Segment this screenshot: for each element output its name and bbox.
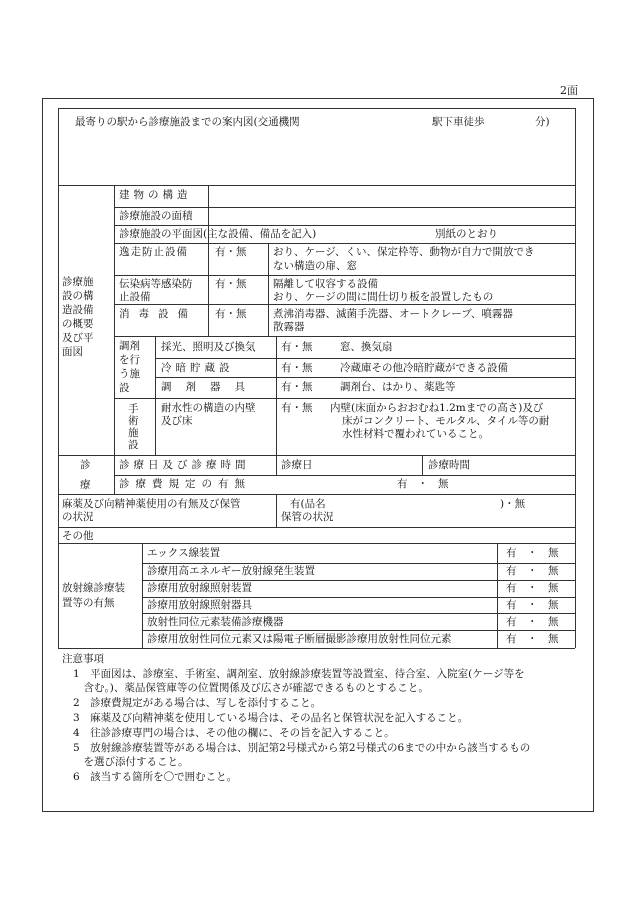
route-station: 駅下車徒歩	[432, 116, 485, 128]
route-minutes: 分)	[535, 116, 550, 128]
note-line: 5 放射線診療装置等がある場合は、別記第2号様式から第2号様式の6までの中から該当するもの	[73, 742, 531, 754]
cold-yn: 有・無	[281, 362, 313, 374]
structure-label: 建物の構造	[119, 189, 192, 201]
wall-desc-3: 水性材料で覆われていること。	[342, 428, 489, 440]
radiation-item: 診療用高エネルギー放射線発生装置	[147, 565, 315, 577]
facility-section-label: 診療施 設の構 造設備 の概要 及び平 面図	[62, 276, 94, 358]
cold-desc: 冷蔵庫その他冷暗貯蔵ができる設備	[340, 362, 508, 374]
cold-label: 冷暗貯蔵設	[161, 362, 234, 374]
escape-desc-1: おり、ケージ、くい、保定枠等、動物が自力で開放でき	[273, 246, 535, 258]
tools-desc: 調剤台、はかり、薬匙等	[340, 381, 456, 393]
radiation-label-2: 置等の有無	[62, 597, 115, 609]
radiation-item-yn: 有 ・ 無	[506, 565, 559, 577]
radiation-item: 診療用放射線照射器具	[147, 599, 252, 611]
radiation-item: エックス線装置	[147, 547, 221, 559]
disinfect-desc-1: 煮沸消毒器、滅菌手洗器、オートクレーブ、噴霧器	[273, 308, 513, 320]
practice-label-1: 診	[80, 459, 91, 471]
surgery-label: 手 術 施 設	[128, 403, 139, 451]
escape-desc-2: ない構造の扉、窓	[273, 260, 357, 272]
days-value: 診療日	[281, 459, 313, 471]
note-line: 4 往診診療専門の場合は、その他の欄に、その旨を記入すること。	[73, 727, 395, 739]
infection-yn: 有・無	[215, 278, 247, 290]
radiation-item-yn: 有 ・ 無	[506, 633, 559, 645]
page-number: 2面	[560, 84, 578, 97]
disinfect-yn: 有・無	[215, 308, 247, 320]
days-label: 診療日及び診療時間	[119, 459, 250, 471]
narcotics-close: )・無	[500, 498, 526, 510]
note-line: 1 平面図は、診療室、手術室、調剤室、放射線診療装置等設置室、待合室、入院室(ケージ等を	[73, 668, 525, 680]
route-label: 最寄りの駅から診療施設までの案内図(交通機関	[75, 116, 300, 128]
disinfect-desc-2: 散霧器	[273, 321, 305, 333]
area-label: 診療施設の面積	[119, 210, 193, 222]
tools-label: 調剤器具	[161, 381, 259, 393]
note-line: を選び添付すること。	[73, 756, 189, 768]
lighting-label: 採光、照明及び換気	[161, 341, 256, 353]
escape-label: 逸走防止設備	[119, 246, 188, 258]
plan-value: 別紙のとおり	[435, 228, 498, 240]
radiation-item-yn: 有 ・ 無	[506, 582, 559, 594]
escape-yn: 有・無	[215, 246, 247, 258]
tools-yn: 有・無	[281, 381, 313, 393]
infection-label-1: 伝染病等感染防	[119, 278, 193, 290]
narcotics-value-1: 有(品名	[290, 498, 326, 510]
note-line: 6 該当する箇所を〇で囲むこと。	[73, 771, 238, 783]
radiation-item: 放射性同位元素装備診療機器	[147, 616, 284, 628]
narcotics-label-2: の状況	[62, 511, 94, 523]
wall-label-2: 及び床	[161, 415, 193, 427]
lighting-yn: 有・無	[281, 341, 313, 353]
radiation-item-yn: 有 ・ 無	[506, 616, 559, 628]
infection-desc-1: 隔離して収容する設備	[273, 278, 378, 290]
note-line: 2 診療費規定がある場合は、写しを添付すること。	[73, 697, 322, 709]
note-line: 3 麻薬及び向精神薬を使用している場合は、その品名と保管状況を記入すること。	[73, 712, 469, 724]
practice-label-2: 療	[80, 479, 91, 491]
other-label: その他	[62, 530, 94, 542]
wall-desc-2: 床がコンクリート、モルタル、タイル等の耐	[342, 415, 550, 427]
dispensing-label: 調剤 を行 う施 設	[119, 340, 140, 394]
radiation-label-1: 放射線診療装	[62, 582, 125, 594]
narcotics-label-1: 麻薬及び向精神薬使用の有無及び保管	[62, 498, 241, 510]
notes-title: 注意事項	[62, 653, 104, 665]
wall-label-1: 耐水性の構造の内壁	[161, 402, 256, 414]
plan-label: 診療施設の平面図(主な設備、備品を記入)	[119, 228, 317, 240]
narcotics-value-2: 保管の状況	[281, 511, 334, 523]
infection-label-2: 止設備	[119, 291, 151, 303]
infection-desc-2: おり、ケージの間に間仕切り板を設置したもの	[273, 291, 494, 303]
radiation-item-yn: 有 ・ 無	[506, 547, 559, 559]
wall-desc-1: 内壁(床面からおおむね1.2mまでの高さ)及び	[330, 402, 544, 414]
fee-label: 診療費規定の有無	[119, 478, 251, 490]
hours-value: 診療時間	[428, 459, 470, 471]
note-line: 含む。)、薬品保管庫等の位置関係及び広さが確認できるものとすること。	[73, 682, 429, 694]
radiation-item: 診療用放射性同位元素又は陽電子断層撮影診療用放射性同位元素	[147, 633, 452, 645]
radiation-item-yn: 有 ・ 無	[506, 599, 559, 611]
wall-yn: 有・無	[281, 402, 313, 414]
disinfect-label: 消毒設備	[119, 308, 197, 320]
radiation-item: 診療用放射線照射装置	[147, 582, 252, 594]
lighting-desc: 窓、換気扇	[340, 341, 393, 353]
fee-yn: 有・無	[397, 478, 459, 490]
